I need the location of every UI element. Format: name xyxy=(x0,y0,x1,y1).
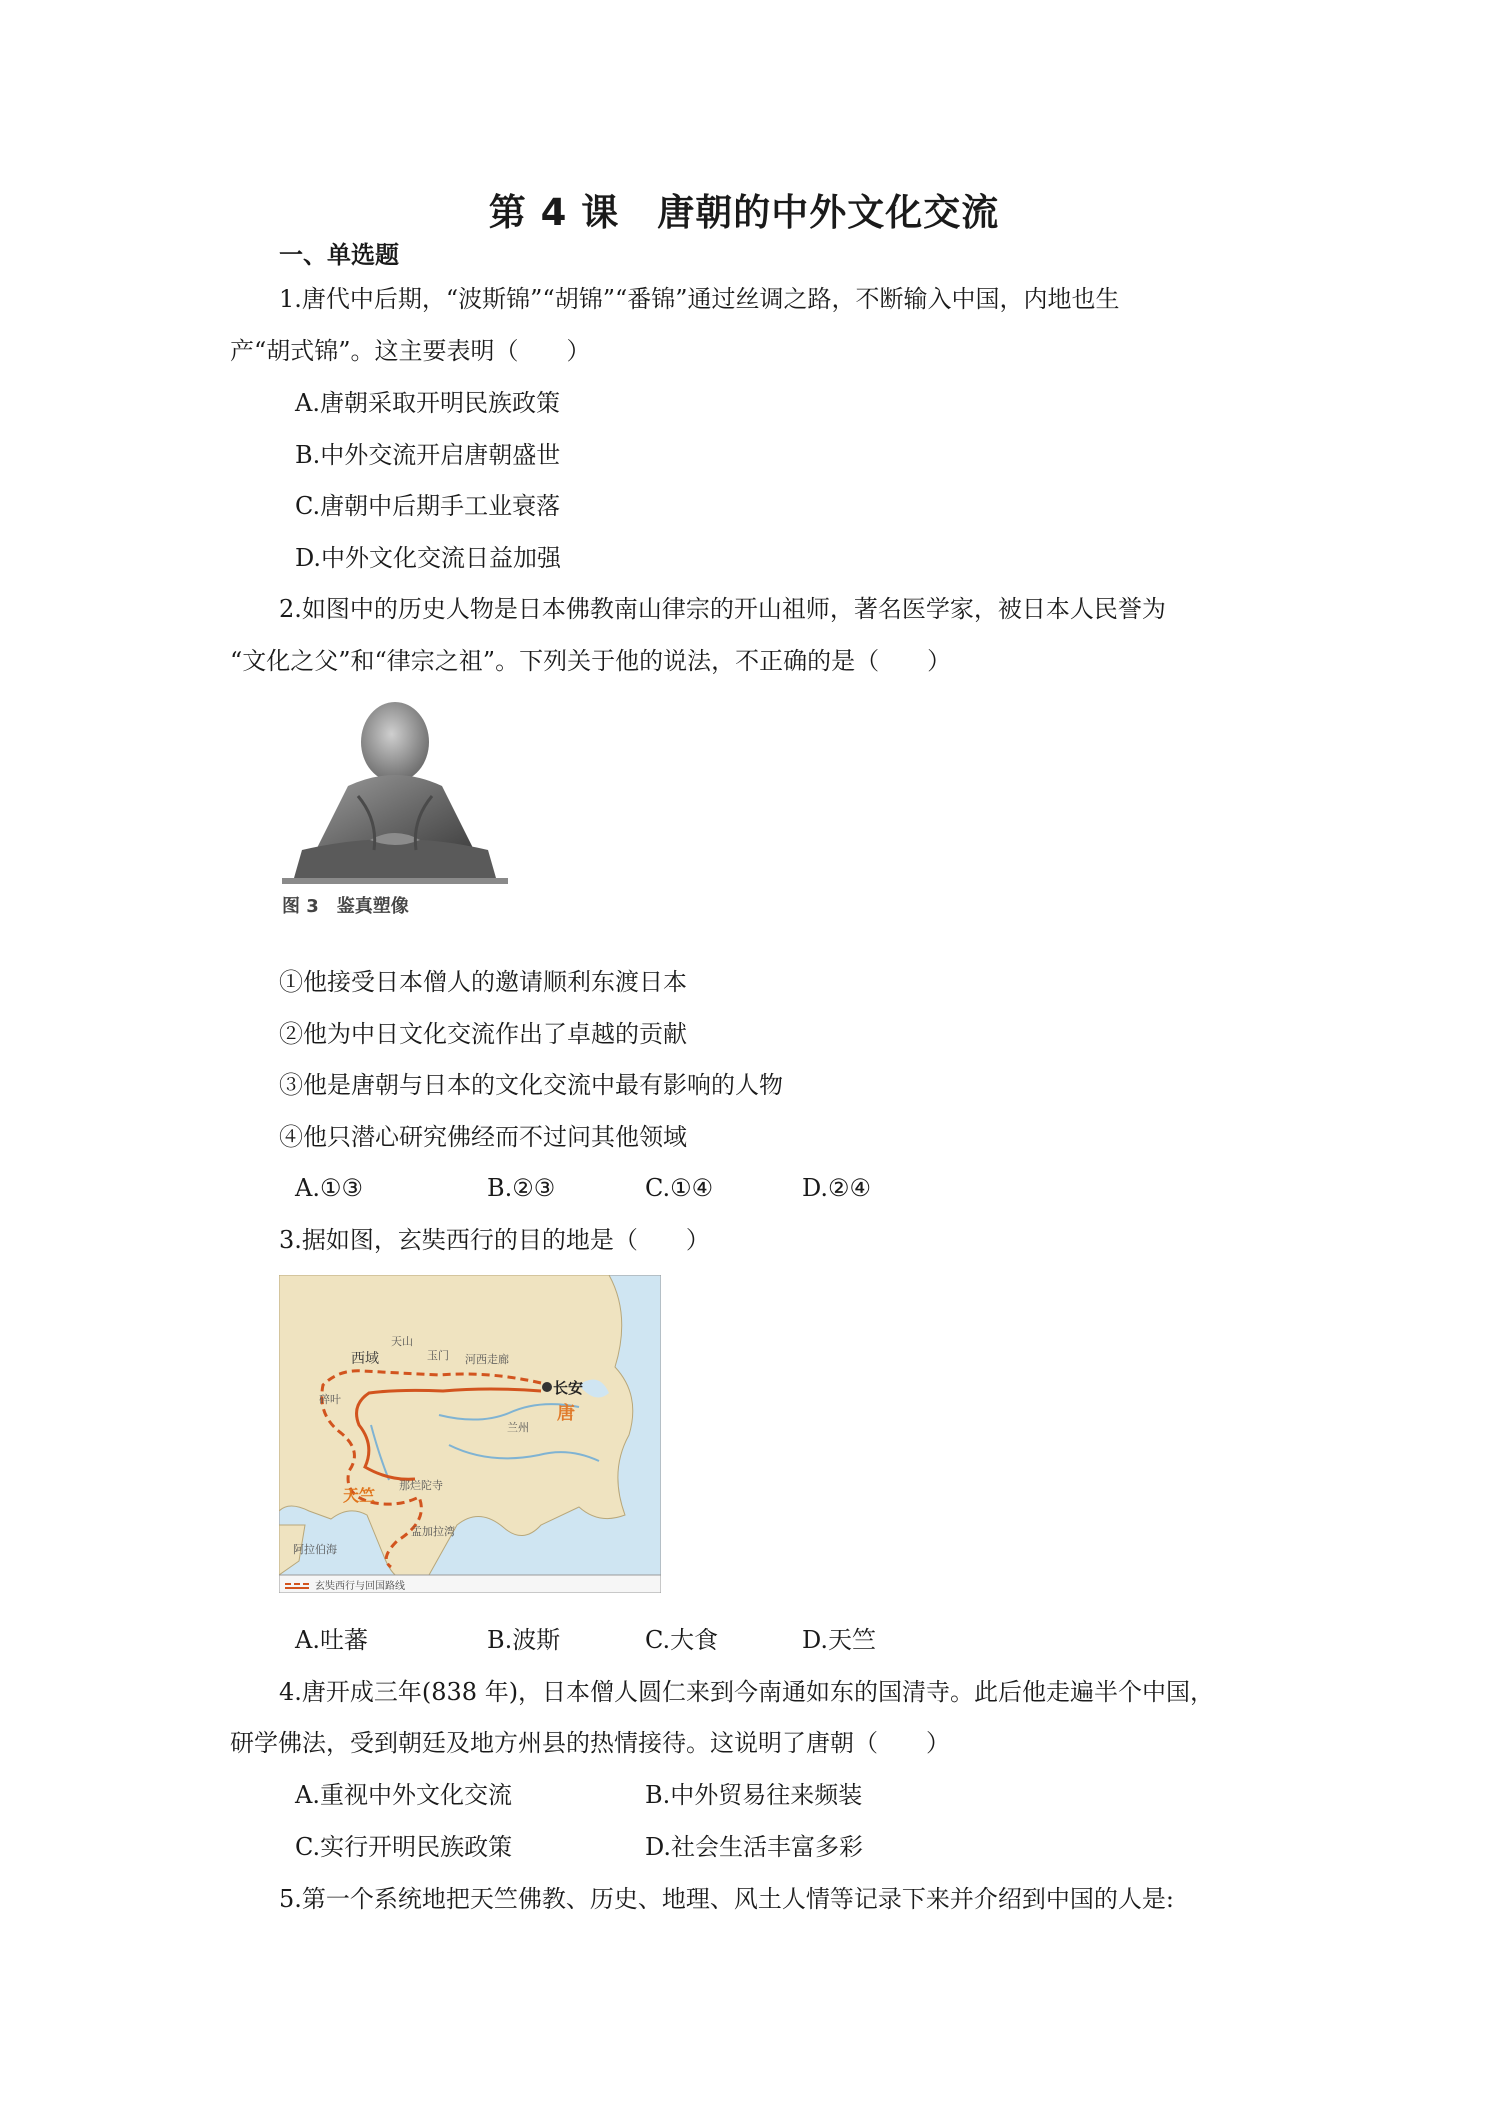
q3-stem: 3.据如图，玄奘西行的目的地是（ ） xyxy=(279,1226,710,1254)
q2-stem-line1: 2.如图中的历史人物是日本佛教南山律宗的开山祖师，著名医学家，被日本人民誉为 xyxy=(279,595,1166,623)
map-label-changan: 长安 xyxy=(553,1379,584,1397)
q2-option-c: C.①④ xyxy=(645,1174,714,1202)
q3-option-a: A.吐蕃 xyxy=(295,1626,368,1654)
q2-statement-4: ④他只潜心研究佛经而不过问其他领域 xyxy=(279,1123,687,1151)
figure-caption: 图 3 鉴真塑像 xyxy=(282,896,409,917)
q2-option-a: A.①③ xyxy=(295,1174,363,1202)
map-legend-label: 玄奘西行与回国路线 xyxy=(315,1581,405,1592)
section-heading: 一、单选题 xyxy=(279,241,399,269)
q4-stem-line1: 4.唐开成三年(838 年)，日本僧人圆仁来到今南通如东的国清寺。此后他走遍半个中国， xyxy=(279,1678,1215,1706)
map-label-tianzhu: 天竺 xyxy=(343,1486,376,1505)
xuanzang-route-map xyxy=(279,1275,661,1593)
page-title: 第 4 课 唐朝的中外文化交流 xyxy=(488,191,1000,234)
q2-statement-2: ②他为中日文化交流作出了卓越的贡献 xyxy=(279,1020,687,1048)
q4-option-b: B.中外贸易往来频装 xyxy=(645,1781,863,1809)
map-label-tianshan: 天山 xyxy=(391,1335,413,1348)
map-label-yumen: 玉门 xyxy=(427,1349,449,1362)
map-label-tang: 唐 xyxy=(557,1403,575,1424)
jianzhen-statue-image xyxy=(278,700,512,918)
q4-stem-line2: 研学佛法，受到朝廷及地方州县的热情接待。这说明了唐朝（ ） xyxy=(230,1729,950,1757)
q5-stem: 5.第一个系统地把天竺佛教、历史、地理、风土人情等记录下来并介绍到中国的人是: xyxy=(279,1885,1174,1913)
q2-stem-line2: “文化之父”和“律宗之祖”。下列关于他的说法，不正确的是（ ） xyxy=(230,647,952,675)
q1-stem-line2: 产“胡式锦”。这主要表明（ ） xyxy=(230,337,591,365)
q3-option-d: D.天竺 xyxy=(802,1626,877,1654)
map-label-lanzhou: 兰州 xyxy=(507,1421,529,1434)
map-label-hexi: 河西走廊 xyxy=(465,1353,509,1366)
q1-option-d: D.中外文化交流日益加强 xyxy=(295,544,562,572)
map-label-suiye: 碎叶 xyxy=(319,1393,341,1406)
q4-option-d: D.社会生活丰富多彩 xyxy=(645,1833,864,1861)
q3-option-c: C.大食 xyxy=(645,1626,719,1654)
q4-option-c: C.实行开明民族政策 xyxy=(295,1833,513,1861)
q3-option-b: B.波斯 xyxy=(487,1626,561,1654)
q1-option-b: B.中外交流开启唐朝盛世 xyxy=(295,441,561,469)
map-label-arabian: 阿拉伯海 xyxy=(293,1543,337,1556)
q1-option-c: C.唐朝中后期手工业衰落 xyxy=(295,492,561,520)
q2-option-d: D.②④ xyxy=(802,1174,872,1202)
q4-option-a: A.重视中外文化交流 xyxy=(295,1781,512,1809)
map-label-xiyu: 西域 xyxy=(351,1351,379,1367)
q1-stem-line1: 1.唐代中后期，“波斯锦”“胡锦”“番锦”通过丝调之路，不断输入中国，内地也生 xyxy=(279,285,1120,313)
q2-statement-1: ①他接受日本僧人的邀请顺利东渡日本 xyxy=(279,968,687,996)
q2-option-b: B.②③ xyxy=(487,1174,556,1202)
q2-statement-3: ③他是唐朝与日本的文化交流中最有影响的人物 xyxy=(279,1071,783,1099)
map-label-bay: 孟加拉湾 xyxy=(411,1525,455,1538)
q1-option-a: A.唐朝采取开明民族政策 xyxy=(295,389,560,417)
map-label-nalanda: 那烂陀寺 xyxy=(399,1479,443,1492)
